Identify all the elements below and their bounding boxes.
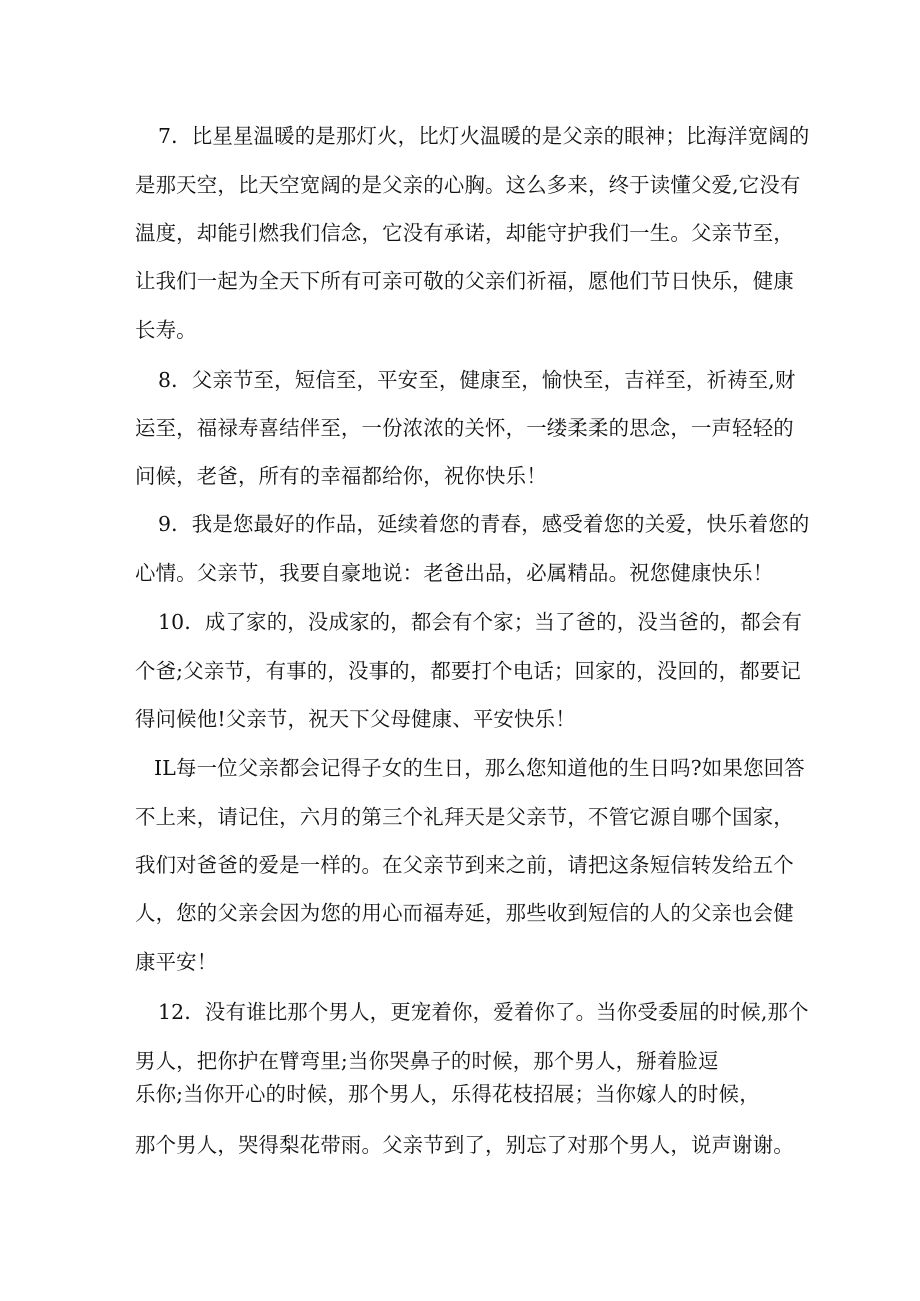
paragraph-8-line-2: 运至，福禄寿喜结伴至，一份浓浓的关怀，一缕柔柔的思念，一声轻轻的 xyxy=(135,416,794,440)
paragraph-8-line-1: 8．父亲节至，短信至，平安至，健康至，愉快至，吉祥至，祈祷至,财 xyxy=(158,368,796,392)
paragraph-10-line-1: 10．成了家的，没成家的，都会有个家；当了爸的，没当爸的，都会有 xyxy=(158,610,803,634)
paragraph-7-line-4: 让我们一起为全天下所有可亲可敬的父亲们祈福，愿他们节日快乐，健康 xyxy=(135,269,794,293)
paragraph-7-line-5: 长寿。 xyxy=(135,318,197,342)
paragraph-12-line-3: 乐你;当你开心的时候，那个男人，乐得花枝招展；当你嫁人的时候， xyxy=(135,1082,760,1106)
paragraph-7-line-2: 是那天空，比天空宽阔的是父亲的心胸。这么多来，终于读懂父爱,它没有 xyxy=(135,173,801,197)
paragraph-12-line-1: 12．没有谁比那个男人，更宠着你，爱着你了。当你受委屈的时候,那个 xyxy=(158,1000,809,1024)
paragraph-12-line-4: 那个男人，哭得梨花带雨。父亲节到了，别忘了对那个男人，说声谢谢。 xyxy=(135,1133,794,1157)
paragraph-8-line-3: 问候，老爸，所有的幸福都给你，祝你快乐！ xyxy=(135,464,547,488)
paragraph-10-line-3: 得问候他!父亲节，祝天下父母健康、平安快乐！ xyxy=(135,707,576,731)
paragraph-11-line-5: 康平安！ xyxy=(135,950,218,974)
paragraph-10-line-2: 个爸;父亲节，有事的，没事的，都要打个电话；回家的，没回的，都要记 xyxy=(135,659,801,683)
paragraph-7-line-3: 温度，却能引燃我们信念，它没有承诺，却能守护我们一生。父亲节至， xyxy=(135,221,794,245)
paragraph-12-line-2: 男人，把你护在臂弯里;当你哭鼻子的时候，那个男人，掰着脸逗 xyxy=(135,1049,719,1073)
paragraph-11-line-2: 不上来，请记住，六月的第三个礼拜天是父亲节，不管它源自哪个国家， xyxy=(135,805,794,829)
paragraph-7-line-1: 7．比星星温暖的是那灯火，比灯火温暖的是父亲的眼神；比海洋宽阔的 xyxy=(158,124,810,148)
paragraph-11-line-4: 人，您的父亲会因为您的用心而福寿延，那些收到短信的人的父亲也会健 xyxy=(135,901,794,925)
paragraph-9-line-2: 心情。父亲节，我要自豪地说：老爸出品，必属精品。祝您健康快乐！ xyxy=(135,561,774,585)
paragraph-11-line-3: 我们对爸爸的爱是一样的。在父亲节到来之前，请把这条短信转发给五个 xyxy=(135,853,794,877)
paragraph-11-line-1: IL每一位父亲都会记得子女的生日，那么您知道他的生日吗?如果您回答 xyxy=(154,756,805,780)
paragraph-9-line-1: 9．我是您最好的作品，延续着您的青春，感受着您的关爱，快乐着您的 xyxy=(158,512,810,536)
